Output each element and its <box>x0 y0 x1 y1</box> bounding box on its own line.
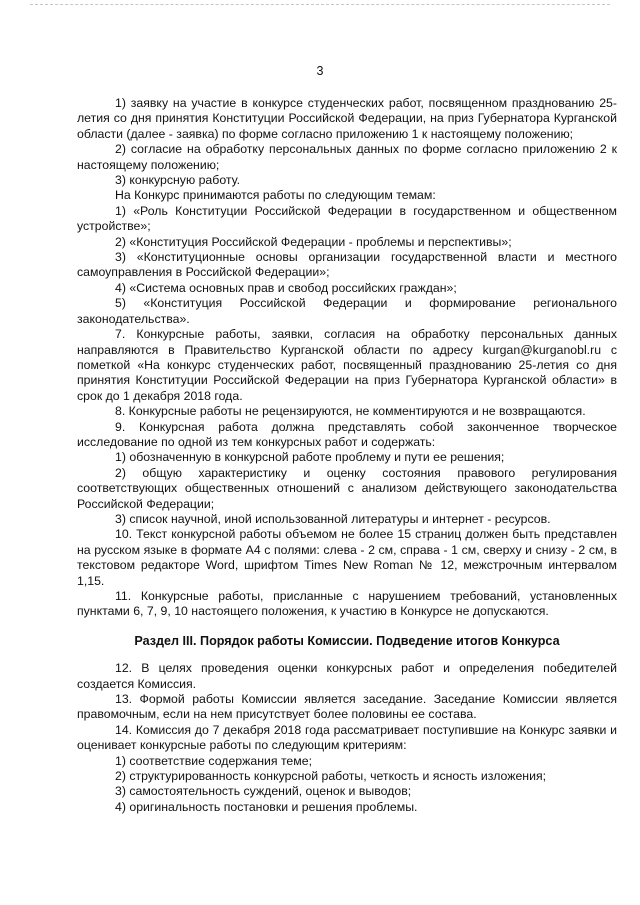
paragraph: 12. В целях проведения оценки конкурсных работ и определения победителей создается Комиссия. <box>77 661 617 691</box>
paragraph: 8. Конкурсные работы не рецензируются, не комментируются и не возвращаются. <box>115 404 586 419</box>
paragraph: 3) конкурсную работу. <box>115 173 240 188</box>
paragraph: 2) общую характеристику и оценку состояния правового регулирования соответствующих общественных отношений с анализом действующего законодательства Российской Федерации; <box>77 465 617 511</box>
paragraph: 2) согласие на обработку персональных данных по форме согласно приложению 2 к настоящему положению; <box>77 142 617 172</box>
paragraph: На Конкурс принимаются работы по следующим темам: <box>115 188 436 203</box>
paragraph: 1) заявку на участие в конкурсе студенческих работ, посвященном празднованию 25-летия со дня принятия Конституции Российской Федерации, на приз Губернатора Курганской области (далее - заявка) по форме согласно приложению 1 к настоящему положению; <box>77 96 617 141</box>
paragraph: 9. Конкурсная работа должна представлять собой законченное творческое исследование по одной из тем конкурсных работ и содержать: <box>77 419 617 449</box>
paragraph: 14. Комиссия до 7 декабря 2018 года рассматривает поступившие на Конкурс заявки и оценивает конкурсные работы по следующим критериям: <box>77 722 617 753</box>
paragraph: 4) оригинальность постановки и решения проблемы. <box>115 799 418 814</box>
paragraph: 3) самостоятельность суждений, оценок и выводов; <box>115 784 412 799</box>
paragraph: 13. Формой работы Комиссии является заседание. Заседание Комиссии является правомочным, если на нем присутствует более половины ее состава. <box>77 692 617 722</box>
paragraph: 7. Конкурсные работы, заявки, согласия на обработку персональных данных направляются в Правительство Курганской области по адресу kurgan@kurganobl.ru с пометкой «На конкурс студенческих работ, посвященный празднованию 25-летия со дня принятия Конституции Российской Федерации на приз Губернатора Курганской области» в срок до 1 декабря 2018 года. <box>77 327 617 403</box>
scan-artifact-line <box>30 4 610 9</box>
paragraph: 11. Конкурсные работы, присланные с нарушением требований, установленных пунктами 6, 7, 9, 10 настоящего положения, к участию в Конкурсе не допускаются. <box>77 589 617 619</box>
document-body <box>77 96 617 815</box>
paragraph: 1) обозначенную в конкурсной работе проблему и пути ее решения; <box>115 450 505 465</box>
paragraph: 2) «Конституция Российской Федерации - проблемы и перспективы»; <box>115 234 512 249</box>
paragraphs-top <box>77 96 617 620</box>
page-number: 3 <box>316 64 324 78</box>
section-heading: Раздел III. Порядок работы Комиссии. Подведение итогов Конкурса <box>134 633 560 648</box>
paragraph: 5) «Конституция Российской Федерации и формирование регионального законодательства». <box>77 296 617 326</box>
paragraph: 2) структурированность конкурсной работы, четкость и ясность изложения; <box>115 769 547 784</box>
paragraph: 10. Текст конкурсной работы объемом не более 15 страниц должен быть представлен на русском языке в формате А4 с полями: слева - 2 см, справа - 1 см, сверху и снизу - 2 см, в текстовом редакторе Word, шрифтом Times New Roman № 12, межстрочным интервалом 1,15. <box>77 527 617 588</box>
paragraph: 1) «Роль Конституции Российской Федерации в государственном и общественном устройстве»; <box>77 203 617 234</box>
paragraph: 3) «Конституционные основы организации государственной власти и местного самоуправления в Российской Федерации»; <box>77 250 617 280</box>
paragraph: 3) список научной, иной использованной литературы и интернет - ресурсов. <box>115 511 551 526</box>
paragraphs-bottom <box>77 661 617 815</box>
paragraph: 1) соответствие содержания теме; <box>115 753 312 768</box>
paragraph: 4) «Система основных прав и свобод российских граждан»; <box>115 280 457 295</box>
